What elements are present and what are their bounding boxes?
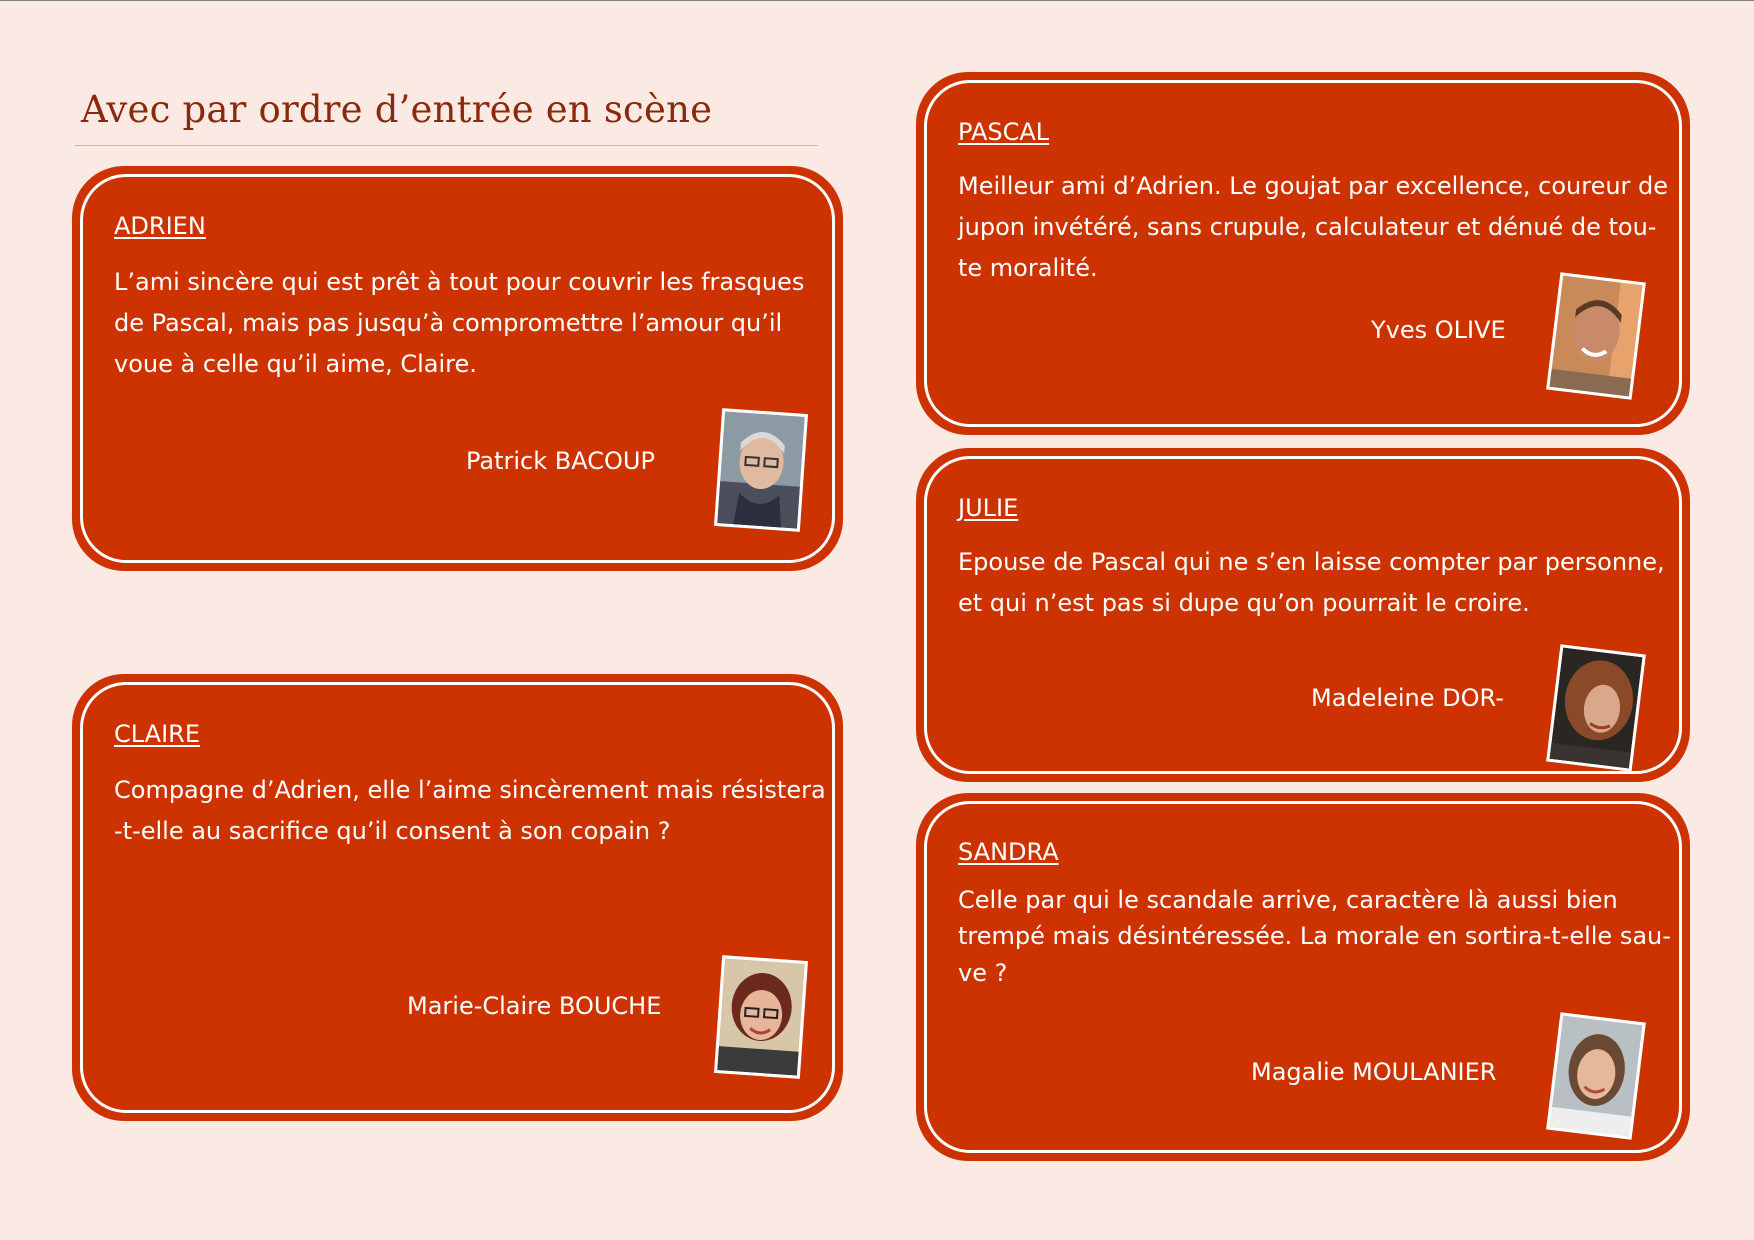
actor-name-sandra: Magalie MOULANIER — [1251, 1058, 1497, 1086]
actor-name-pascal: Yves OLIVE — [1371, 316, 1506, 344]
card-claire — [72, 674, 843, 1121]
description-line-3: te moralité. — [958, 254, 1098, 282]
role-title-julie: JULIE — [958, 494, 1019, 522]
description-line-2: et qui n’est pas si dupe qu’on pourrait le croire. — [958, 589, 1530, 617]
role-title-sandra: SANDRA — [958, 838, 1059, 866]
portrait-woman-curly-hair-icon — [1546, 644, 1646, 772]
description-line-2: trempé mais désintéressée. La morale en sortira-t-elle sau- — [958, 922, 1671, 950]
description-line-1: L’ami sincère qui est prêt à tout pour couvrir les frasques — [114, 268, 805, 296]
page-heading: Avec par ordre d’entrée en scène — [81, 88, 713, 131]
description-line-3: voue à celle qu’il aime, Claire. — [114, 350, 477, 378]
actor-name-adrien: Patrick BACOUP — [466, 447, 655, 475]
role-title-pascal: PASCAL — [958, 118, 1050, 146]
card-adrien — [72, 166, 843, 571]
actor-name-claire: Marie-Claire BOUCHE — [407, 992, 662, 1020]
portrait-woman-glasses-icon — [714, 955, 808, 1079]
portrait-man-icon — [1546, 272, 1646, 400]
description-line-1: Celle par qui le scandale arrive, caractère là aussi bien — [958, 886, 1618, 914]
description-line-2: -t-elle au sacrifice qu’il consent à son copain ? — [114, 817, 671, 845]
portrait-man-glasses-icon — [714, 408, 808, 532]
card-pascal — [916, 72, 1690, 435]
description-line-2: de Pascal, mais pas jusqu’à compromettre l’amour qu’il — [114, 309, 783, 337]
description-line-3: ve ? — [958, 959, 1008, 987]
role-title-claire: CLAIRE — [114, 720, 201, 748]
description-line-1: Epouse de Pascal qui ne s’en laisse compter par personne, — [958, 548, 1665, 576]
description-line-1: Meilleur ami d’Adrien. Le goujat par excellence, coureur de — [958, 172, 1669, 200]
card-sandra — [916, 793, 1690, 1161]
heading-underline — [75, 145, 818, 146]
top-border-line — [0, 0, 1754, 1]
actor-name-julie: Madeleine DOR- — [1311, 684, 1504, 712]
description-line-1: Compagne d’Adrien, elle l’aime sincèrement mais résistera — [114, 776, 826, 804]
role-title-adrien: ADRIEN — [114, 212, 206, 240]
card-julie — [916, 448, 1690, 782]
portrait-woman-icon — [1546, 1012, 1646, 1140]
description-line-2: jupon invétéré, sans crupule, calculateur et dénué de tou- — [958, 213, 1657, 241]
